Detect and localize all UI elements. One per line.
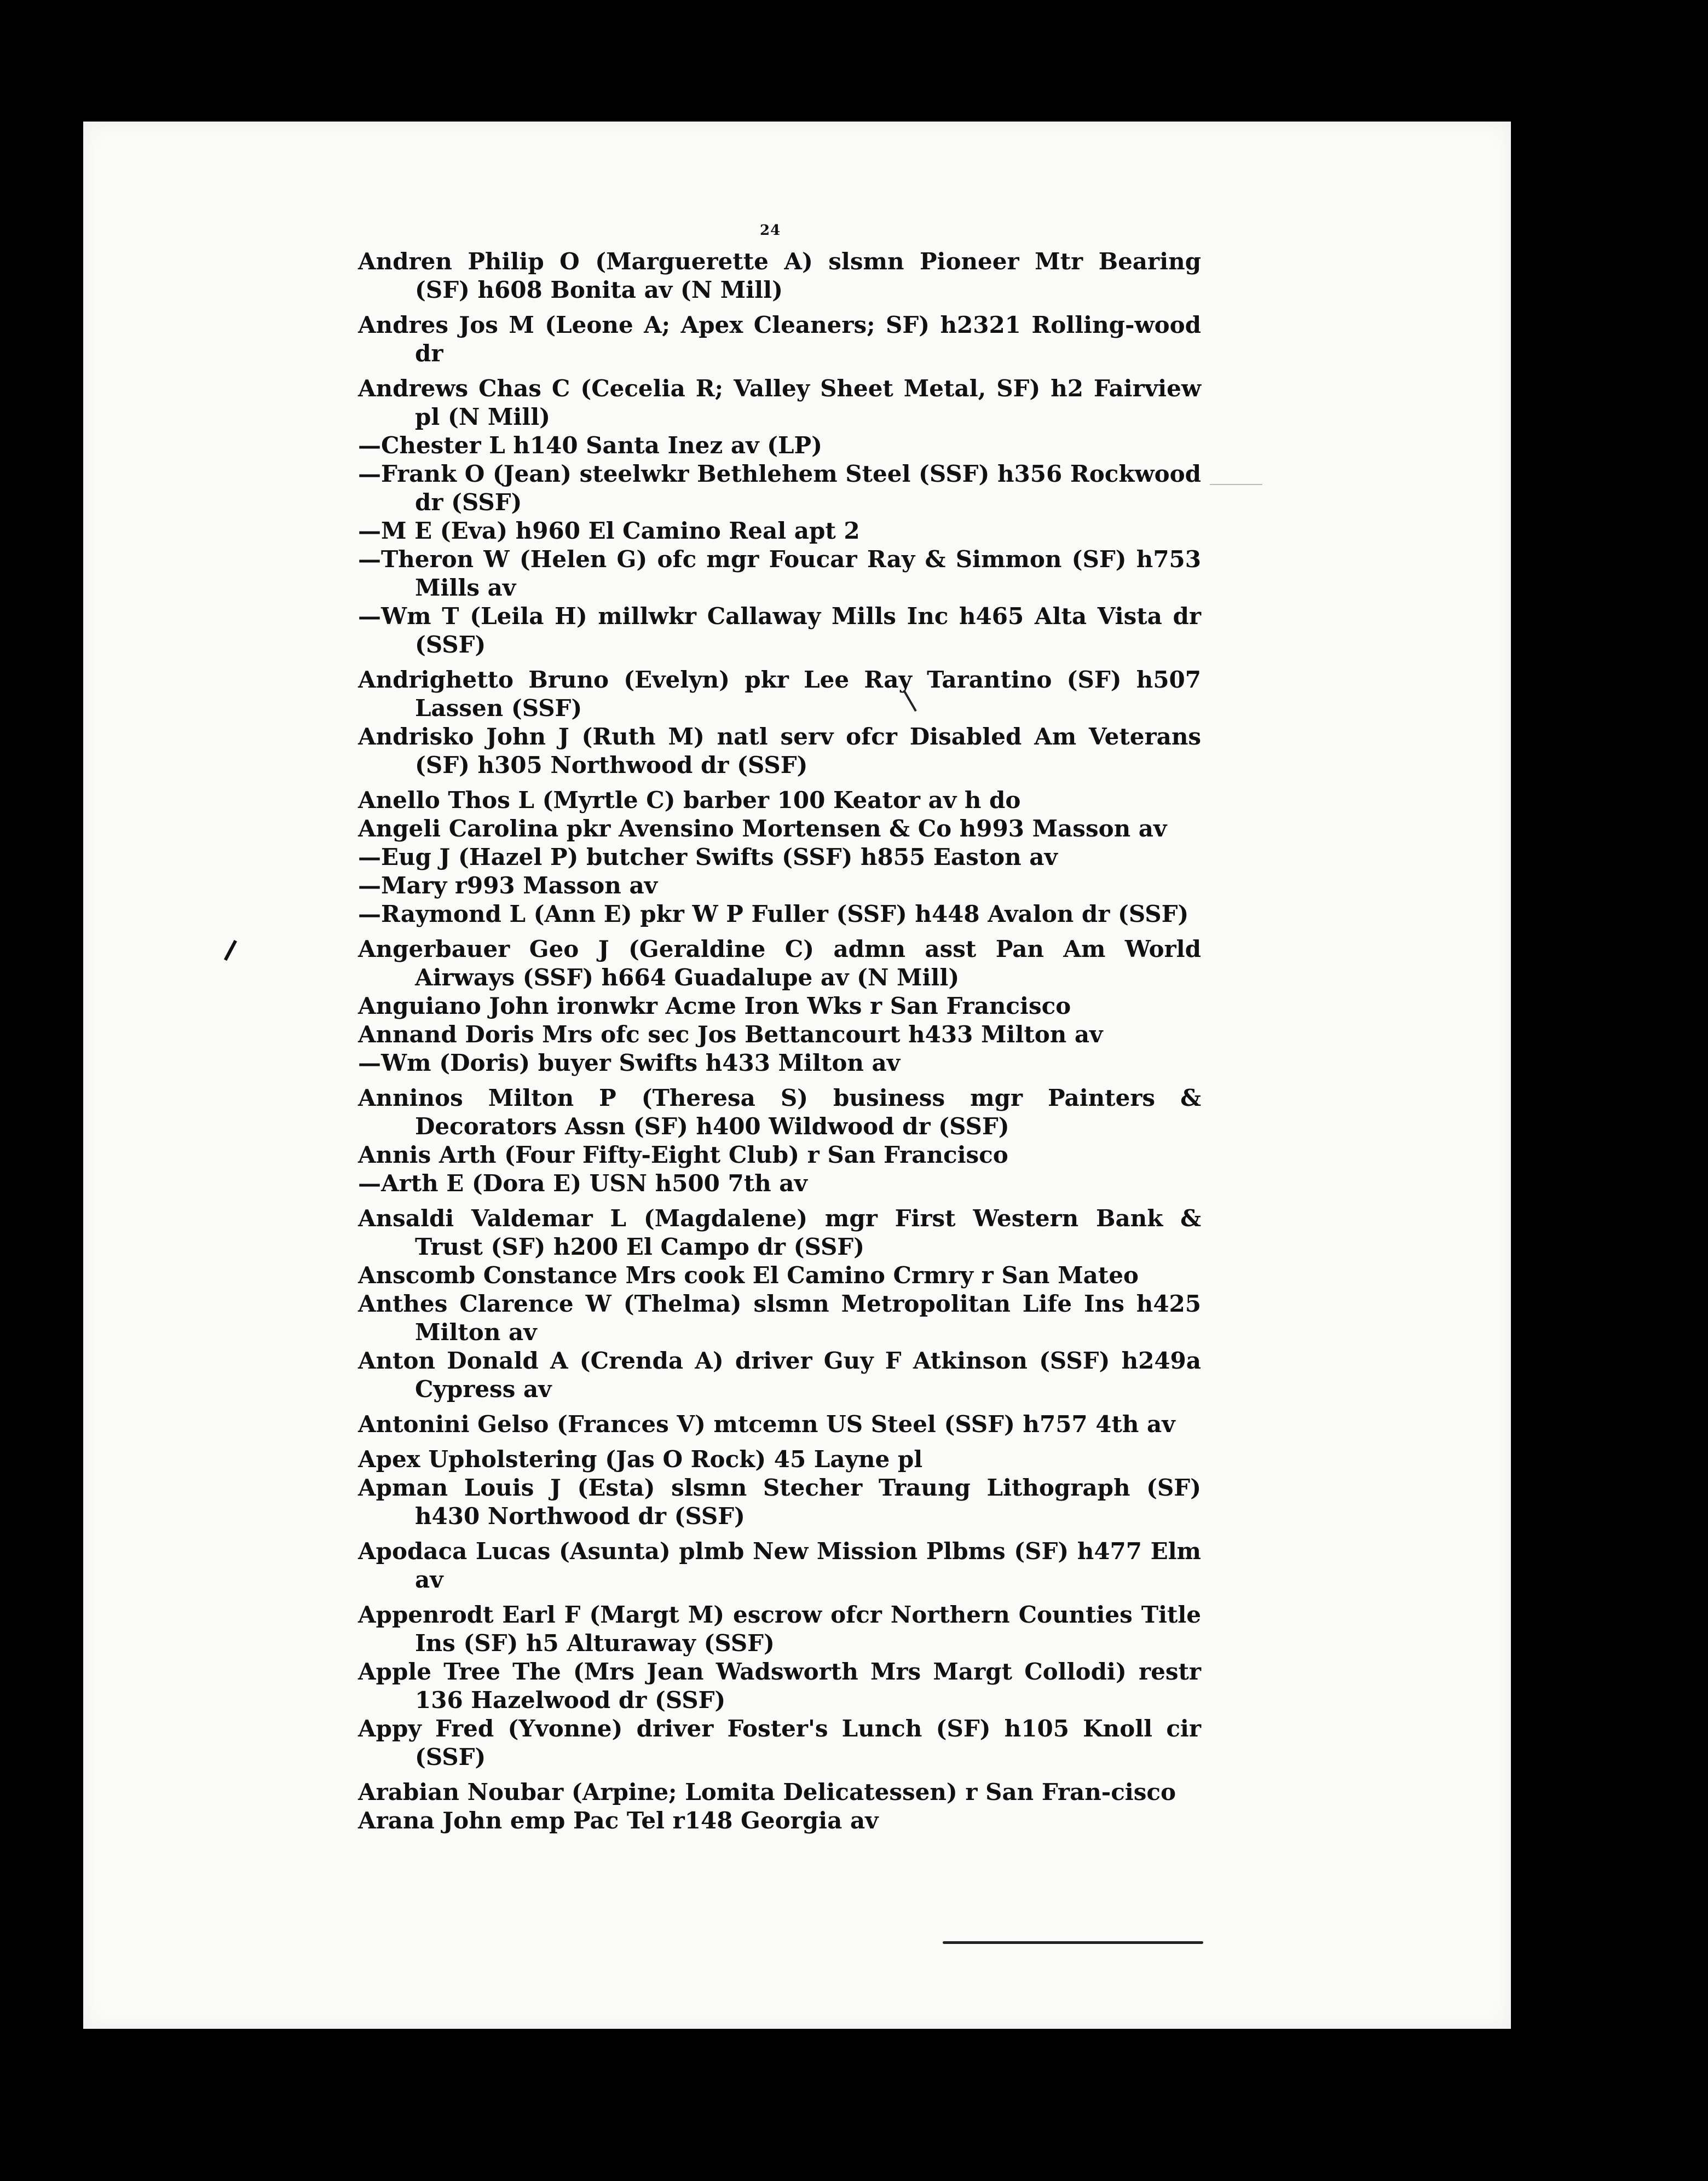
- directory-entry: Andrighetto Bruno (Evelyn) pkr Lee Ray Tarantino (SF) h507 Lassen (SSF): [358, 666, 1201, 722]
- directory-entry: Andren Philip O (Marguerette A) slsmn Pioneer Mtr Bearing (SF) h608 Bonita av (N Mill): [358, 248, 1201, 303]
- directory-entry: Appy Fred (Yvonne) driver Foster's Lunch (SF) h105 Knoll cir (SSF): [358, 1715, 1201, 1770]
- directory-entry: —Eug J (Hazel P) butcher Swifts (SSF) h855 Easton av: [358, 844, 1058, 870]
- page-number: 24: [760, 222, 781, 239]
- directory-entry: —M E (Eva) h960 El Camino Real apt 2: [358, 517, 860, 544]
- directory-entry: Anguiano John ironwkr Acme Iron Wks r San Francisco: [358, 993, 1071, 1019]
- directory-entry: —Chester L h140 Santa Inez av (LP): [358, 432, 822, 459]
- directory-entry: Apman Louis J (Esta) slsmn Stecher Traung Lithograph (SF) h430 Northwood dr (SSF): [358, 1474, 1201, 1530]
- directory-entries: [358, 247, 1201, 1835]
- directory-entry: Apex Upholstering (Jas O Rock) 45 Layne pl: [358, 1446, 923, 1473]
- handwritten-underline: [943, 1941, 1203, 1944]
- directory-entry: Apple Tree The (Mrs Jean Wadsworth Mrs Margt Collodi) restr 136 Hazelwood dr (SSF): [358, 1658, 1201, 1713]
- directory-entry: Appenrodt Earl F (Margt M) escrow ofcr Northern Counties Title Ins (SF) h5 Alturaway (SSF): [358, 1601, 1201, 1657]
- directory-entry: Angerbauer Geo J (Geraldine C) admn asst Pan Am World Airways (SSF) h664 Guadalupe av (N Mill): [358, 936, 1201, 991]
- directory-entry: Annis Arth (Four Fifty-Eight Club) r San Francisco: [358, 1141, 1008, 1168]
- directory-entry: —Arth E (Dora E) USN h500 7th av: [358, 1170, 807, 1197]
- directory-entry: Annand Doris Mrs ofc sec Jos Bettancourt h433 Milton av: [358, 1021, 1103, 1048]
- directory-entry: Arabian Noubar (Arpine; Lomita Delicatessen) r San Fran-cisco: [358, 1779, 1176, 1805]
- directory-entry: Anninos Milton P (Theresa S) business mgr Painters & Decorators Assn (SF) h400 Wildwood dr (SSF): [358, 1084, 1201, 1140]
- directory-entry: Angeli Carolina pkr Avensino Mortensen & Co h993 Masson av: [358, 815, 1167, 842]
- directory-entry: —Mary r993 Masson av: [358, 872, 658, 899]
- directory-entry: —Frank O (Jean) steelwkr Bethlehem Steel (SSF) h356 Rockwood dr (SSF): [358, 460, 1201, 516]
- directory-entry: —Theron W (Helen G) ofc mgr Foucar Ray & Simmon (SF) h753 Mills av: [358, 546, 1201, 601]
- directory-entry: —Wm T (Leila H) millwkr Callaway Mills Inc h465 Alta Vista dr (SSF): [358, 603, 1201, 658]
- directory-entry: Andrisko John J (Ruth M) natl serv ofcr Disabled Am Veterans (SF) h305 Northwood dr (SSF): [358, 723, 1201, 778]
- directory-entry: Apodaca Lucas (Asunta) plmb New Mission Plbms (SF) h477 Elm av: [358, 1538, 1201, 1593]
- directory-entry: Anthes Clarence W (Thelma) slsmn Metropolitan Life Ins h425 Milton av: [358, 1290, 1201, 1346]
- directory-entry: Anton Donald A (Crenda A) driver Guy F Atkinson (SSF) h249a Cypress av: [358, 1347, 1201, 1403]
- directory-entry: Anscomb Constance Mrs cook El Camino Crmry r San Mateo: [358, 1262, 1139, 1289]
- faint-margin-line: [1210, 484, 1262, 485]
- directory-entry: Arana John emp Pac Tel r148 Georgia av: [358, 1807, 879, 1834]
- directory-entry: Ansaldi Valdemar L (Magdalene) mgr First Western Bank & Trust (SF) h200 El Campo dr (SSF): [358, 1205, 1201, 1260]
- directory-entry: —Raymond L (Ann E) pkr W P Fuller (SSF) h448 Avalon dr (SSF): [358, 901, 1189, 927]
- directory-entry: Andres Jos M (Leone A; Apex Cleaners; SF) h2321 Rolling-wood dr: [358, 311, 1201, 367]
- directory-entry: Antonini Gelso (Frances V) mtcemn US Steel (SSF) h757 4th av: [358, 1411, 1175, 1438]
- directory-entry: —Wm (Doris) buyer Swifts h433 Milton av: [358, 1049, 901, 1076]
- directory-entry: Andrews Chas C (Cecelia R; Valley Sheet Metal, SF) h2 Fairview pl (N Mill): [358, 375, 1201, 430]
- directory-entry: Anello Thos L (Myrtle C) barber 100 Keator av h do: [358, 787, 1021, 813]
